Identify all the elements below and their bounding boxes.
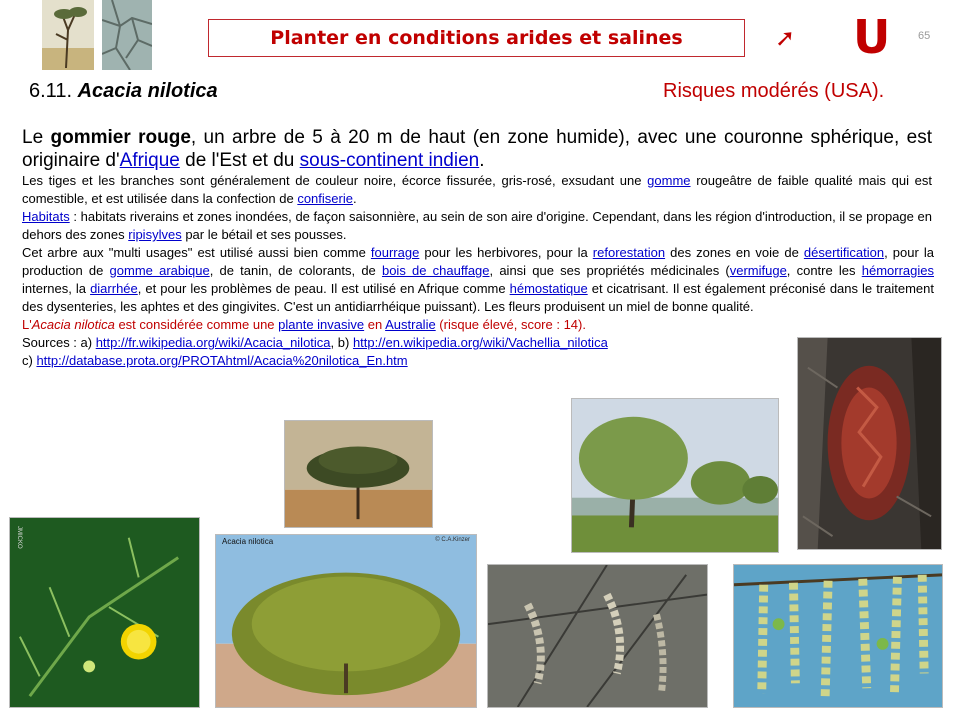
title-box [208,19,745,57]
text: pour les herbivores, pour la [419,245,593,260]
green-pods-photo [733,564,943,708]
savanna-tree-photo [284,420,433,528]
link-source-c[interactable]: http://database.prota.org/PROTAhtml/Acacia%20nilotica_En.htm [36,353,408,368]
link-ripisylves[interactable]: ripisylves [128,227,182,242]
text: , b) [330,335,353,350]
sources-label: Sources : a) [22,335,96,350]
link-vermifuge[interactable]: vermifuge [729,263,787,278]
text: en [364,317,386,332]
link-plante-invasive[interactable]: plante invasive [278,317,365,332]
link-hemostatique[interactable]: hémostatique [509,281,588,296]
flower-photo-tag: JMICKO [16,526,22,549]
thumbnail-cracked-soil [102,0,152,70]
text: , et pour les problèmes de peau. Il est utilisé en Afrique comme [137,281,510,296]
text: : habitats riverains et zones inondées, de façon saisonnière, au sein de son aire d'origine. Cependant, dans les région d'introduction, il se propage en dehors des zones [22,209,932,242]
page-title: Planter en conditions arides et salines [270,27,683,49]
text: , de tanin, de colorants, de [209,263,382,278]
text: rougeâtre de faible qualité mais qui est comestible, et est utilisée dans la confection de [22,173,932,206]
diagonal-arrow-icon[interactable]: ➚ [775,24,796,52]
sources-paragraph [22,334,932,370]
text: est considérée comme une [114,317,279,332]
text: L' [22,317,32,332]
link-afrique[interactable]: Afrique [119,150,180,171]
thumbnail-desert-tree [42,0,94,70]
riverside-tree-photo [571,398,779,553]
habitats-paragraph [22,208,932,244]
common-name: gommier rouge [50,127,191,148]
intro-paragraph [22,126,932,172]
bush-photo-credit: © C.A.Kinzer [435,537,470,543]
text: Les tiges et les branches sont généralement de couleur noire, écorce fissurée, gris-rosé, exsudant une [22,173,648,188]
section-heading [29,80,218,103]
link-gomme[interactable]: gomme [647,173,691,188]
text: , un arbre de 5 à 20 m de haut (en zone humide), avec une couronne sphérique, est originaire d' [22,127,932,171]
link-hemorragies[interactable]: hémorragies [861,263,934,278]
link-source-b[interactable]: http://en.wikipedia.org/wiki/Vachellia_nilotica [352,335,608,350]
link-reforestation[interactable]: reforestation [592,245,666,260]
text: de l'Est et du [179,150,300,171]
flower-photo [9,517,200,708]
link-diarrhee[interactable]: diarrhée [90,281,138,296]
text: des zones en voie de [665,245,804,260]
text: , ainsi que ses propriétés médicinales ( [489,263,730,278]
text: par le bétail et ses pousses. [181,227,347,242]
uses-paragraph [22,244,934,316]
text: internes, la [22,281,91,296]
link-australie[interactable]: Australie [385,317,436,332]
text: , pour la production de [22,245,934,278]
link-habitats[interactable]: Habitats [22,209,70,224]
text: et cicatrisant. Il est également préconisé dans le traitement des dysenteries, les aphtes et des gingivites. C'est un antidiarrhéique puissant). Les fleurs produisent un miel de bonne qualité. [22,281,934,314]
bush-photo [215,534,477,708]
bark-photo [797,337,942,550]
link-sous-continent-indien[interactable]: sous-continent indien [299,150,480,171]
text: . [479,150,485,171]
invasive-paragraph [22,316,932,334]
species-name-italic: Acacia nilotica [31,317,115,332]
text: . [352,191,357,206]
page-number: 65 [918,30,931,42]
text: , contre les [786,263,862,278]
bush-photo-label: Acacia nilotica [222,537,274,546]
link-fourrage[interactable]: fourrage [370,245,420,260]
link-bois-de-chauffage[interactable]: bois de chauffage [381,263,490,278]
link-desertification[interactable]: désertification [803,245,885,260]
text: (risque élevé, score : 14). [435,317,586,332]
section-number: 6.11. [29,80,72,102]
text: c) [22,353,37,368]
link-source-a[interactable]: http://fr.wikipedia.org/wiki/Acacia_nilotica [95,335,331,350]
text: Cet arbre aux "multi usages" est utilisé aussi bien comme [22,245,371,260]
chapter-letter: U [853,10,891,64]
species-name: Acacia nilotica [77,80,218,102]
pods-photo [487,564,708,708]
link-gomme-arabique[interactable]: gomme arabique [109,263,210,278]
text: Le [22,127,51,148]
body-text [22,126,932,370]
link-confiserie[interactable]: confiserie [297,191,353,206]
risk-level: Risques modérés (USA). [663,80,885,102]
stems-paragraph [22,172,932,208]
